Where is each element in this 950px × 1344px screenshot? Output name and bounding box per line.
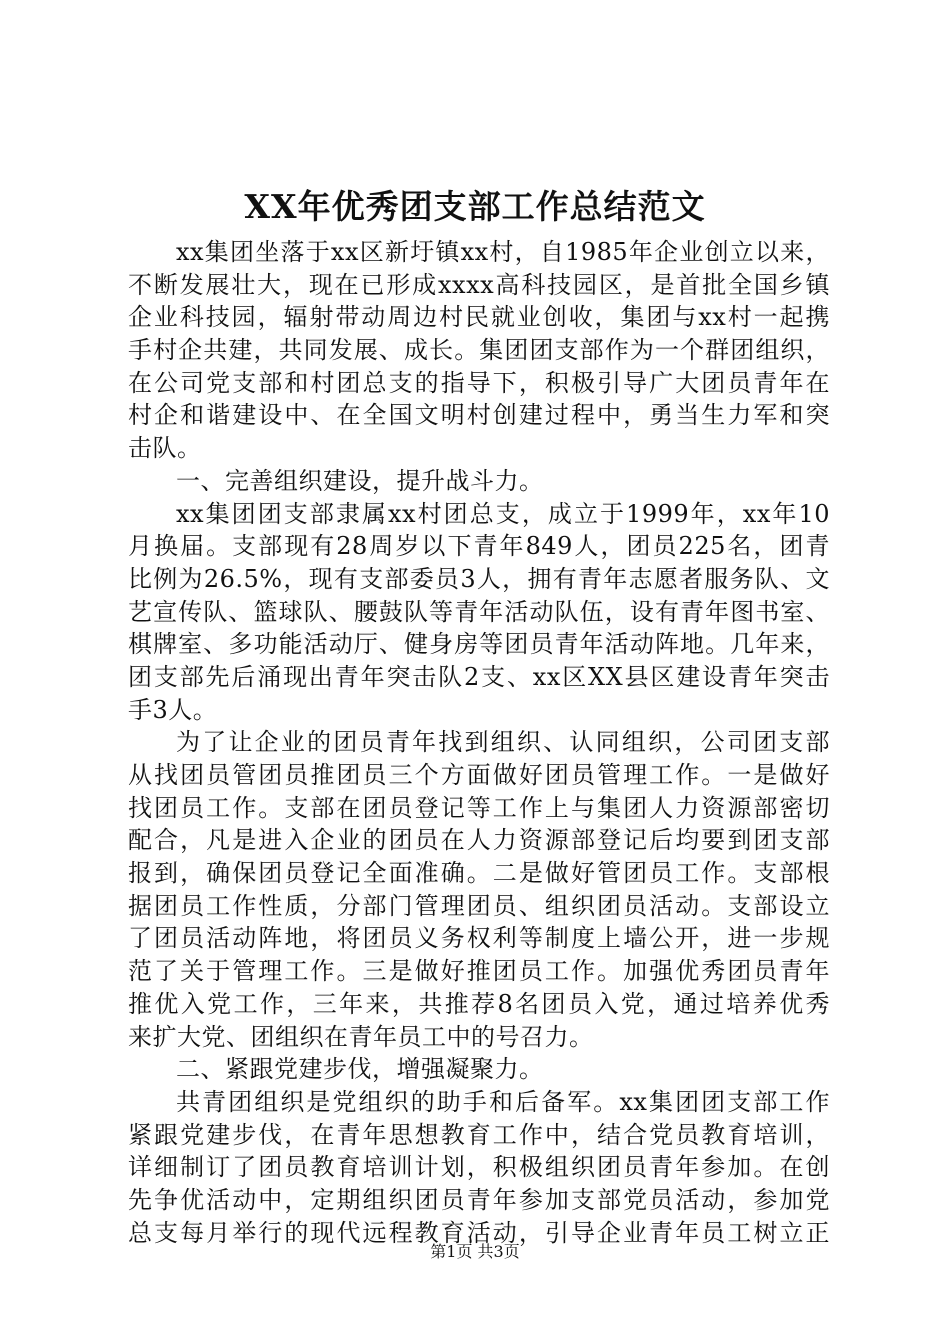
body-line: 团支部先后涌现出青年突击队2支、xx区XX县区建设青年突击 <box>128 662 830 691</box>
body-line: 比例为26.5%，现有支部委员3人，拥有青年志愿者服务队、文 <box>128 564 830 593</box>
body-line: 月换届。支部现有28周岁以下青年849人，团员225名，团青 <box>128 532 830 561</box>
body-line: 推优入党工作，三年来，共推荐8名团员入党，通过培养优秀 <box>128 989 830 1018</box>
body-line: 详细制订了团员教育培训计划，积极组织团员青年参加。在创 <box>128 1153 830 1182</box>
body-line: 击队。 <box>128 434 202 463</box>
body-line: 手村企共建，共同发展、成长。集团团支部作为一个群团组织， <box>128 336 830 365</box>
page-footer: 第1页 共3页 <box>430 1242 520 1261</box>
body-line: 为了让企业的团员青年找到组织、认同组织，公司团支部 <box>176 728 830 757</box>
body-line: xx集团团支部隶属xx村团总支，成立于1999年，xx年10 <box>176 499 830 528</box>
body-line: 企业科技园，辐射带动周边村民就业创收，集团与xx村一起携 <box>128 303 830 332</box>
body-line: 共青团组织是党组织的助手和后备军。xx集团团支部工作 <box>176 1087 830 1116</box>
body-line: 配合，凡是进入企业的团员在人力资源部登记后均要到团支部 <box>128 826 830 855</box>
body-line: 手3人。 <box>128 695 218 724</box>
body-line: 了团员活动阵地，将团员义务权利等制度上墙公开，进一步规 <box>128 924 830 953</box>
body-line: 从找团员管团员推团员三个方面做好团员管理工作。一是做好 <box>128 761 830 789</box>
body-line: 在公司党支部和村团总支的指导下，积极引导广大团员青年在 <box>128 368 830 397</box>
body-line: 总支每月举行的现代远程教育活动，引导企业青年员工树立正 <box>128 1218 830 1247</box>
body-line: 棋牌室、多功能活动厅、健身房等团员青年活动阵地。几年来， <box>128 630 830 659</box>
body-line: 据团员工作性质，分部门管理团员、组织团员活动。支部设立 <box>128 891 830 920</box>
body-line: 来扩大党、团组织在青年员工中的号召力。 <box>128 1022 594 1051</box>
body-line: 紧跟党建步伐，在青年思想教育工作中，结合党员教育培训， <box>128 1120 830 1149</box>
body-line: 范了关于管理工作。三是做好推团员工作。加强优秀团员青年 <box>128 957 830 986</box>
body-line: xx集团坐落于xx区新圩镇xx村，自1985年企业创立以来， <box>176 238 830 266</box>
document-body <box>128 236 830 1249</box>
body-line: 艺宣传队、篮球队、腰鼓队等青年活动队伍，设有青年图书室、 <box>128 597 830 626</box>
section-heading: 一、完善组织建设，提升战斗力。 <box>176 466 544 495</box>
body-line: 报到，确保团员登记全面准确。二是做好管团员工作。支部根 <box>128 859 830 888</box>
section-heading: 二、紧跟党建步伐，增强凝聚力。 <box>176 1055 544 1084</box>
body-line: 找团员工作。支部在团员登记等工作上与集团人力资源部密切 <box>128 793 830 822</box>
body-line: 不断发展壮大，现在已形成xxxx高科技园区，是首批全国乡镇 <box>128 270 830 299</box>
body-line: 先争优活动中，定期组织团员青年参加支部党员活动，参加党 <box>128 1185 830 1214</box>
body-line: 村企和谐建设中、在全国文明村创建过程中，勇当生力军和突 <box>128 401 830 430</box>
document-title: XX年优秀团支部工作总结范文 <box>244 187 706 226</box>
